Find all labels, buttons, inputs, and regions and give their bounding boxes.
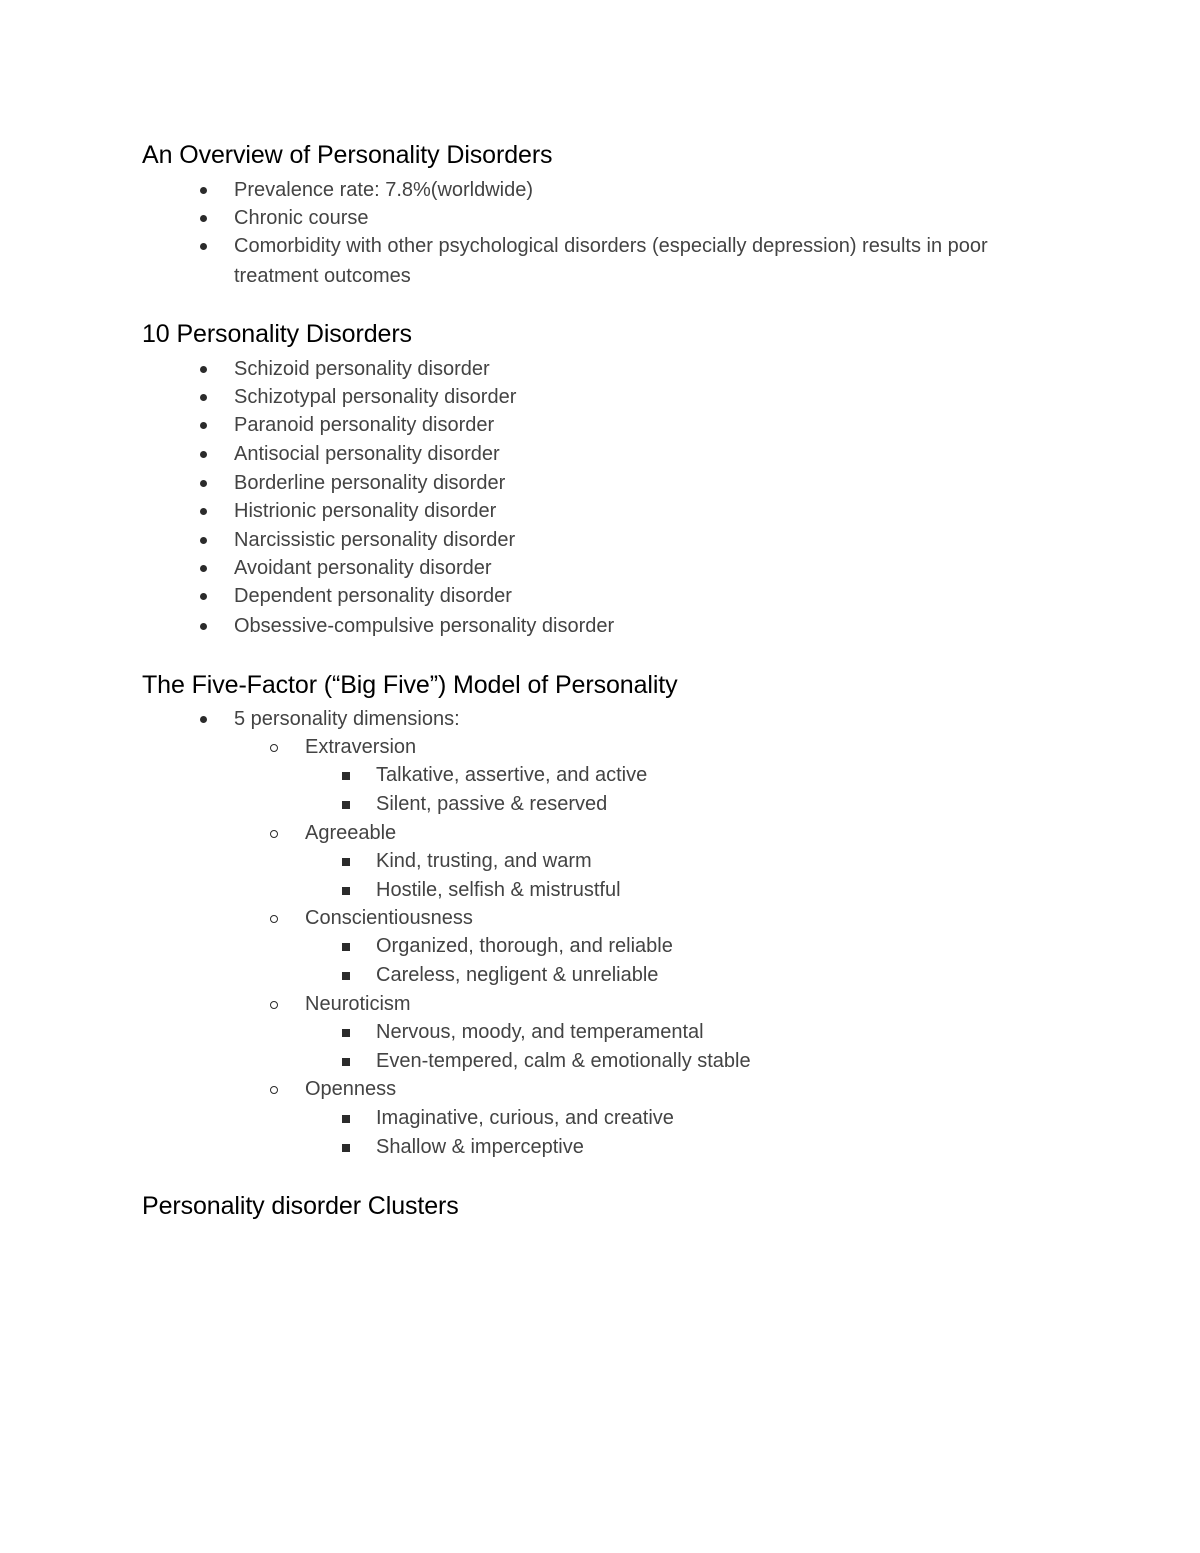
bullet-square-icon	[342, 858, 350, 866]
overview-item-prevalence: Prevalence rate: 7.8%(worldwide)	[234, 179, 534, 201]
dimension-name: Conscientiousness	[305, 907, 473, 929]
bullet-disc-icon	[200, 243, 207, 250]
bullet-square-icon	[342, 972, 350, 980]
disorder-item: Paranoid personality disorder	[234, 414, 495, 436]
bullet-square-icon	[342, 772, 350, 780]
bullet-disc-icon	[200, 508, 207, 515]
dimension-trait: Talkative, assertive, and active	[376, 764, 648, 786]
heading-overview: An Overview of Personality Disorders	[142, 141, 553, 169]
bullet-disc-icon	[200, 451, 207, 458]
bullet-disc-icon	[200, 565, 207, 572]
dimension-trait: Careless, negligent & unreliable	[376, 964, 659, 986]
heading-big-five: The Five-Factor (“Big Five”) Model of Personality	[142, 671, 678, 699]
bullet-disc-icon	[200, 187, 207, 194]
bullet-disc-icon	[200, 716, 207, 723]
dimension-trait: Organized, thorough, and reliable	[376, 935, 673, 957]
dimension-trait: Kind, trusting, and warm	[376, 850, 592, 872]
bullet-circle-icon	[270, 1086, 278, 1094]
disorder-item: Schizoid personality disorder	[234, 358, 490, 380]
bullet-disc-icon	[200, 593, 207, 600]
bullet-disc-icon	[200, 422, 207, 429]
bullet-disc-icon	[200, 394, 207, 401]
disorder-item: Schizotypal personality disorder	[234, 386, 517, 408]
disorder-item: Antisocial personality disorder	[234, 443, 500, 465]
bullet-disc-icon	[200, 623, 207, 630]
overview-item-chronic: Chronic course	[234, 207, 369, 229]
bullet-circle-icon	[270, 915, 278, 923]
dimension-trait: Imaginative, curious, and creative	[376, 1107, 674, 1129]
bullet-square-icon	[342, 1144, 350, 1152]
overview-item-comorbidity: Comorbidity with other psychological disorders (especially depression) results in poor	[234, 235, 988, 257]
bullet-circle-icon	[270, 830, 278, 838]
dimension-name: Neuroticism	[305, 993, 411, 1015]
bullet-disc-icon	[200, 480, 207, 487]
heading-clusters: Personality disorder Clusters	[142, 1192, 459, 1220]
dimension-name: Openness	[305, 1078, 397, 1100]
bullet-disc-icon	[200, 215, 207, 222]
disorder-item: Histrionic personality disorder	[234, 500, 497, 522]
disorder-item: Obsessive-compulsive personality disorder	[234, 615, 615, 637]
bullet-circle-icon	[270, 744, 278, 752]
bullet-square-icon	[342, 1029, 350, 1037]
bullet-square-icon	[342, 1058, 350, 1066]
dimension-trait: Nervous, moody, and temperamental	[376, 1021, 704, 1043]
disorder-item: Narcissistic personality disorder	[234, 529, 516, 551]
bullet-square-icon	[342, 1115, 350, 1123]
disorder-item: Avoidant personality disorder	[234, 557, 492, 579]
bullet-disc-icon	[200, 366, 207, 373]
dimension-trait: Even-tempered, calm & emotionally stable	[376, 1050, 751, 1072]
dimension-name: Agreeable	[305, 822, 397, 844]
dimension-name: Extraversion	[305, 736, 417, 758]
disorder-item: Dependent personality disorder	[234, 585, 512, 607]
bullet-circle-icon	[270, 1001, 278, 1009]
bullet-square-icon	[342, 943, 350, 951]
dimension-trait: Hostile, selfish & mistrustful	[376, 879, 621, 901]
bullet-square-icon	[342, 887, 350, 895]
dimension-trait: Silent, passive & reserved	[376, 793, 608, 815]
overview-item-comorbidity-cont: treatment outcomes	[234, 265, 411, 287]
bullet-square-icon	[342, 801, 350, 809]
heading-ten-disorders: 10 Personality Disorders	[142, 320, 412, 348]
dimension-trait: Shallow & imperceptive	[376, 1136, 584, 1158]
disorder-item: Borderline personality disorder	[234, 472, 506, 494]
big-five-intro: 5 personality dimensions:	[234, 708, 460, 730]
bullet-disc-icon	[200, 537, 207, 544]
